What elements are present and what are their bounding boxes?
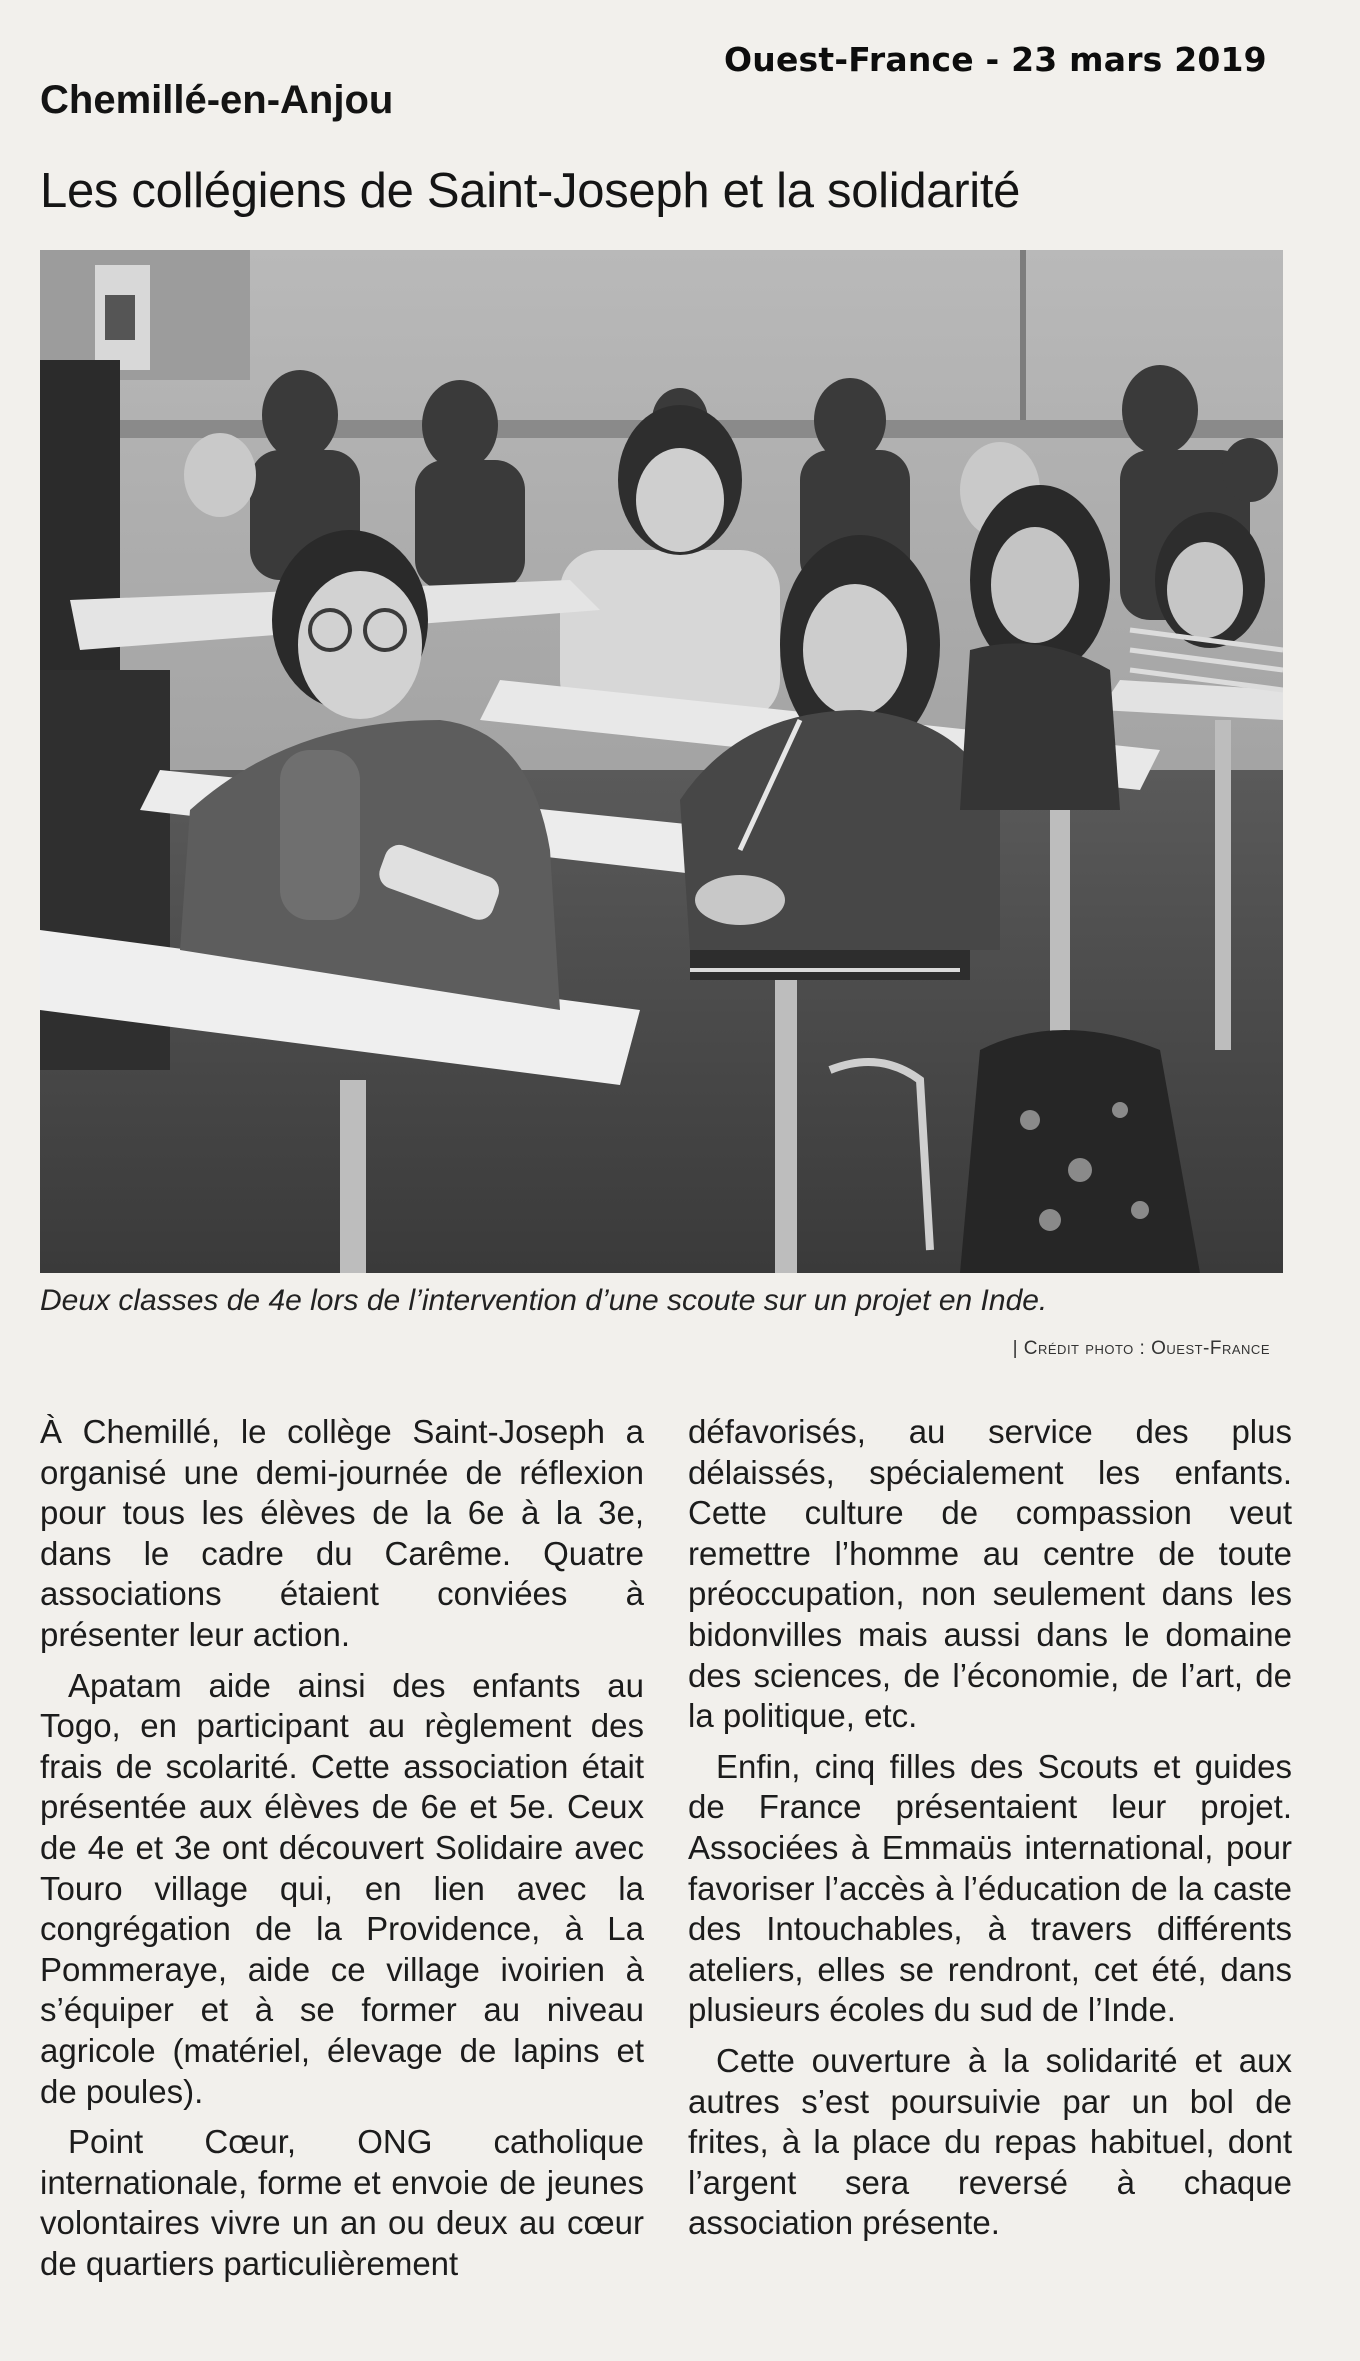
source-date: Ouest-France - 23 mars 2019 xyxy=(724,40,1267,79)
paragraph: Apatam aide ainsi des enfants au Togo, en participant au règlement des frais de scolarité. Cette association était présentée aux élèves de 6e et 5e. Ceux de 4e et 3e ont découvert Solidaire avec Touro village qui, en lien avec la congrégation de la Providence, à La Pommeraye, aide ce village ivoirien à s’équiper et à se former au niveau agricole (matériel, élevage de lapins et de poules). xyxy=(40,1666,644,2110)
location-kicker: Chemillé-en-Anjou xyxy=(40,78,394,122)
paragraph: Point Cœur, ONG catholique internationale, forme et envoie de jeunes volontaires vivre un an ou deux au cœur de quartiers particulièrement xyxy=(40,2123,644,2282)
paragraph: À Chemillé, le collège Saint-Joseph a organisé une demi-journée de réflexion pour tous les élèves de la 6e à la 3e, dans le cadre du Carême. Quatre associations étaient conviées à présenter leur action. xyxy=(40,1413,644,1653)
classroom-photo xyxy=(40,250,1283,1273)
paragraph: Cette ouverture à la solidarité et aux autres s’est poursuivie par un bol de frites, à la place du repas habituel, dont l’argent sera reversé à chaque association présente. xyxy=(688,2041,1292,2242)
article-column-right xyxy=(688,1412,1292,2244)
photo-caption: Deux classes de 4e lors de l’intervention d’une scoute sur un projet en Inde. xyxy=(40,1284,1048,1317)
paragraph: Enfin, cinq filles des Scouts et guides de France présentaient leur projet. Associées à Emmaüs international, pour favoriser l’accès à l’éducation de la caste des Intouchables, à travers différents ateliers, elles se rendront, cet été, dans plusieurs écoles du sud de l’Inde. xyxy=(688,1747,1292,2029)
photo-credit: | Crédit photo : Ouest-France xyxy=(1012,1338,1270,1359)
article-headline: Les collégiens de Saint-Joseph et la solidarité xyxy=(40,164,1021,218)
article-column-left xyxy=(40,1412,644,2284)
paragraph: défavorisés, au service des plus délaissés, spécialement les enfants. Cette culture de compassion veut remettre l’homme au centre de toute préoccupation, non seulement dans les bidonvilles mais aussi dans le domaine des sciences, de l’économie, de l’art, de la politique, etc. xyxy=(688,1413,1292,1735)
